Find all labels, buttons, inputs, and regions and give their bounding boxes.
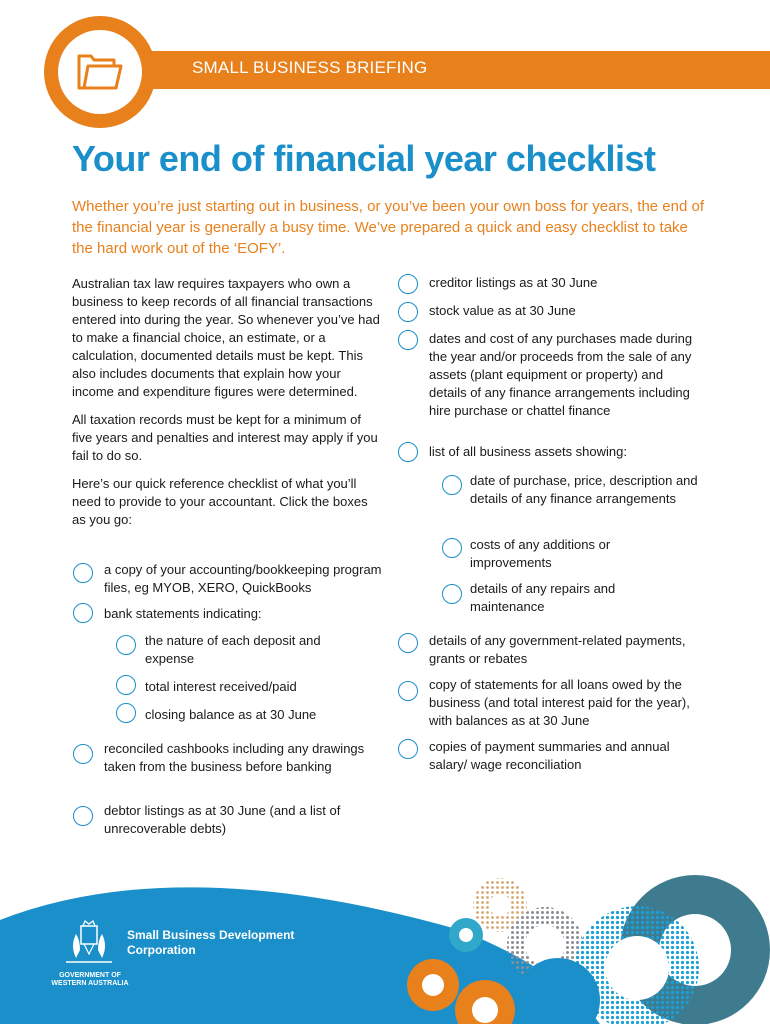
checklist-item-debtors: debtor listings as at 30 June (and a list of unrecoverable debts) [104, 803, 341, 836]
folder-icon [76, 52, 124, 92]
checklist-item-assets: list of all business assets showing: [429, 444, 627, 459]
checkbox-purchases[interactable] [398, 330, 418, 350]
checkbox-bank-deposit[interactable] [116, 635, 136, 655]
body-paragraph-1: Australian tax law requires taxpayers who own a business to keep records of all financial transactions entered into during the year. So whenever you’ve had to make a financial choice, an estimate, or a calculation, documented details must be kept. This also includes documents that explain how your income and expenditure figures were determined. [72, 276, 380, 399]
checklist-item-creditors: creditor listings as at 30 June [429, 275, 598, 290]
organisation-name: Small Business Development Corporation [127, 928, 295, 957]
checklist-item-gov-payments: details of any government-related payments, grants or rebates [429, 633, 686, 666]
checkbox-bank-interest[interactable] [116, 675, 136, 695]
checkbox-loans[interactable] [398, 681, 418, 701]
checkbox-bank[interactable] [73, 603, 93, 623]
checkbox-gov-payments[interactable] [398, 633, 418, 653]
checkbox-debtors[interactable] [73, 806, 93, 826]
checklist-item-purchases: dates and cost of any purchases made during the year and/or proceeds from the sale of any assets (plant equipment or property) and details of any finance arrangements including hire purchase or chattel finance [429, 331, 693, 418]
body-text [72, 275, 382, 539]
checklist-item-software: a copy of your accounting/bookkeeping program files, eg MYOB, XERO, QuickBooks [104, 562, 382, 595]
header-badge [44, 16, 156, 128]
checklist-item-bank-interest: total interest received/paid [145, 679, 297, 694]
intro-paragraph: Whether you’re just starting out in business, or you’ve been your own boss for years, the end of the financial year is generally a busy time. We’ve prepared a quick and easy checklist to take the hard work out of the ‘EOFY’. [72, 198, 705, 257]
checklist-item-assets-costs: costs of any additions or improvements [470, 537, 611, 570]
coat-of-arms-logo [54, 918, 124, 970]
checklist-item-assets-repairs: details of any repairs and maintenance [470, 581, 616, 614]
checkbox-assets[interactable] [398, 442, 418, 462]
checklist-item-bank: bank statements indicating: [104, 606, 262, 621]
checkbox-creditors[interactable] [398, 274, 418, 294]
checklist-item-loans: copy of statements for all loans owed by the business (and total interest paid for the year), with balances as at 30 June [429, 677, 690, 728]
checkbox-cashbooks[interactable] [73, 744, 93, 764]
checklist-item-stock: stock value as at 30 June [429, 303, 576, 318]
checklist-item-bank-deposit: the nature of each deposit and expense [145, 633, 321, 666]
checkbox-payment-summaries[interactable] [398, 739, 418, 759]
checkbox-stock[interactable] [398, 302, 418, 322]
government-label: GOVERNMENT OF WESTERN AUSTRALIA [51, 972, 129, 987]
checkbox-software[interactable] [73, 563, 93, 583]
checklist-item-assets-date: date of purchase, price, description and details of any finance arrangements [470, 473, 698, 506]
checklist-item-payment-summaries: copies of payment summaries and annual salary/ wage reconciliation [429, 739, 670, 772]
header-label: SMALL BUSINESS BRIEFING [192, 58, 428, 77]
body-paragraph-3: Here’s our quick reference checklist of what you’ll need to provide to your accountant. Click the boxes as you go: [72, 476, 368, 527]
checklist-item-cashbooks: reconciled cashbooks including any drawings taken from the business before banking [104, 741, 365, 774]
checkbox-bank-closing[interactable] [116, 703, 136, 723]
checkbox-assets-costs[interactable] [442, 538, 462, 558]
checkbox-assets-repairs[interactable] [442, 584, 462, 604]
checklist-item-bank-closing: closing balance as at 30 June [145, 707, 317, 722]
checkbox-assets-date[interactable] [442, 475, 462, 495]
body-paragraph-2: All taxation records must be kept for a minimum of five years and penalties and interest may apply if you fail to do so. [72, 412, 378, 463]
page-title: Your end of financial year checklist [72, 138, 656, 179]
